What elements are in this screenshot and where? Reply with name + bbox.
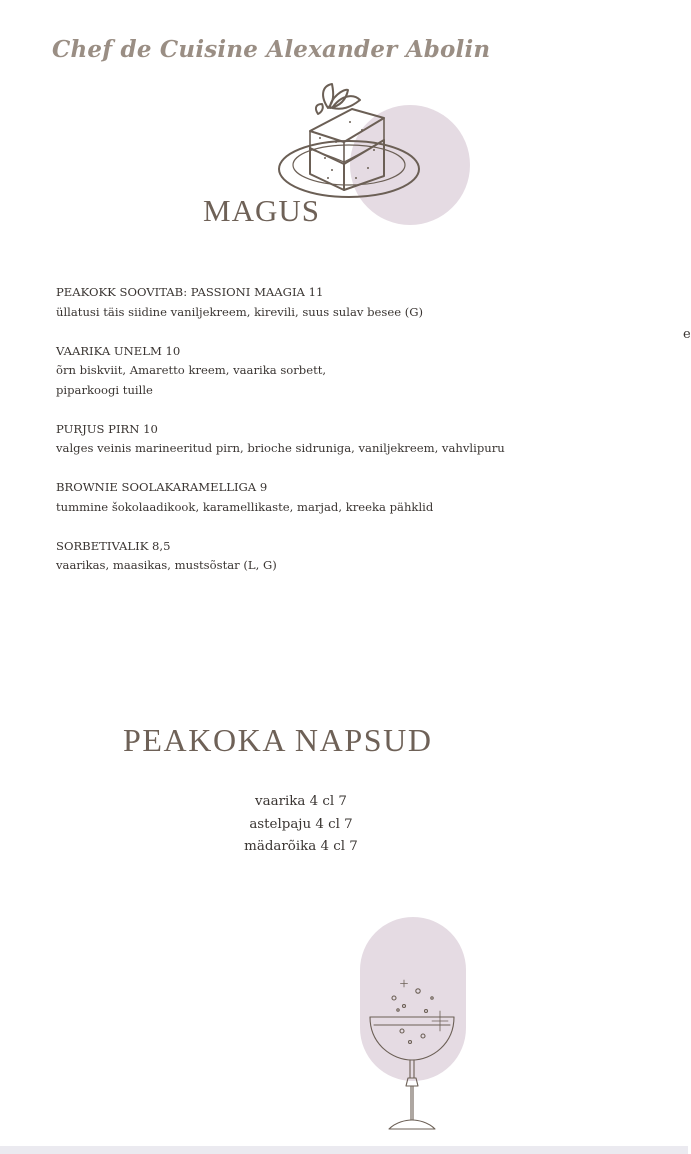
menu-item-description: üllatusi täis siidine vaniljekreem, kirevili, suus sulav besee (G) <box>56 304 424 319</box>
menu-item-description: vaarikas, maasikas, mustsõstar (L, G) <box>56 558 277 572</box>
dessert-menu <box>56 283 616 595</box>
menu-item-name: PEAKOKK SOOVITAB: PASSIONI MAAGIA 11 <box>56 285 324 299</box>
section-title-napsud: PEAKOKA NAPSUD <box>123 722 433 758</box>
menu-item-description: tummine šokolaadikook, karamellikaste, marjad, kreeka pähklid <box>56 499 434 514</box>
decor-circle <box>350 105 470 225</box>
menu-item-name: PURJUS PIRN 10 <box>56 421 158 436</box>
stray-character: e <box>683 327 691 342</box>
menu-item <box>56 420 616 459</box>
menu-item-description: piparkoogi tuille <box>56 382 153 397</box>
menu-item <box>56 537 616 576</box>
chef-title: Chef de Cuisine Alexander Abolin <box>52 36 491 63</box>
menu-item <box>56 478 616 517</box>
napsud-item: vaarika 4 cl 7 <box>255 794 347 809</box>
section-title-magus: MAGUS <box>203 193 320 228</box>
napsud-list <box>200 791 402 859</box>
menu-item-name: VAARIKA UNELM 10 <box>56 343 181 358</box>
napsud-item: mädarõika 4 cl 7 <box>244 839 358 854</box>
menu-item-name: SORBETIVALIK 8,5 <box>56 538 171 553</box>
menu-item <box>56 342 616 401</box>
menu-item-name: BROWNIE SOOLAKARAMELLIGA 9 <box>56 480 268 494</box>
menu-item-description: valges veinis marineeritud pirn, brioche sidruniga, vaniljekreem, vahvlipuru <box>56 441 505 455</box>
menu-item-description: õrn biskviit, Amaretto kreem, vaarika sorbett, <box>56 363 327 377</box>
decor-pill <box>360 917 466 1081</box>
napsud-item: astelpaju 4 cl 7 <box>249 816 353 832</box>
menu-item <box>56 283 616 322</box>
bottom-bar <box>0 1146 688 1154</box>
champagne-coupe-icon <box>356 914 472 1136</box>
